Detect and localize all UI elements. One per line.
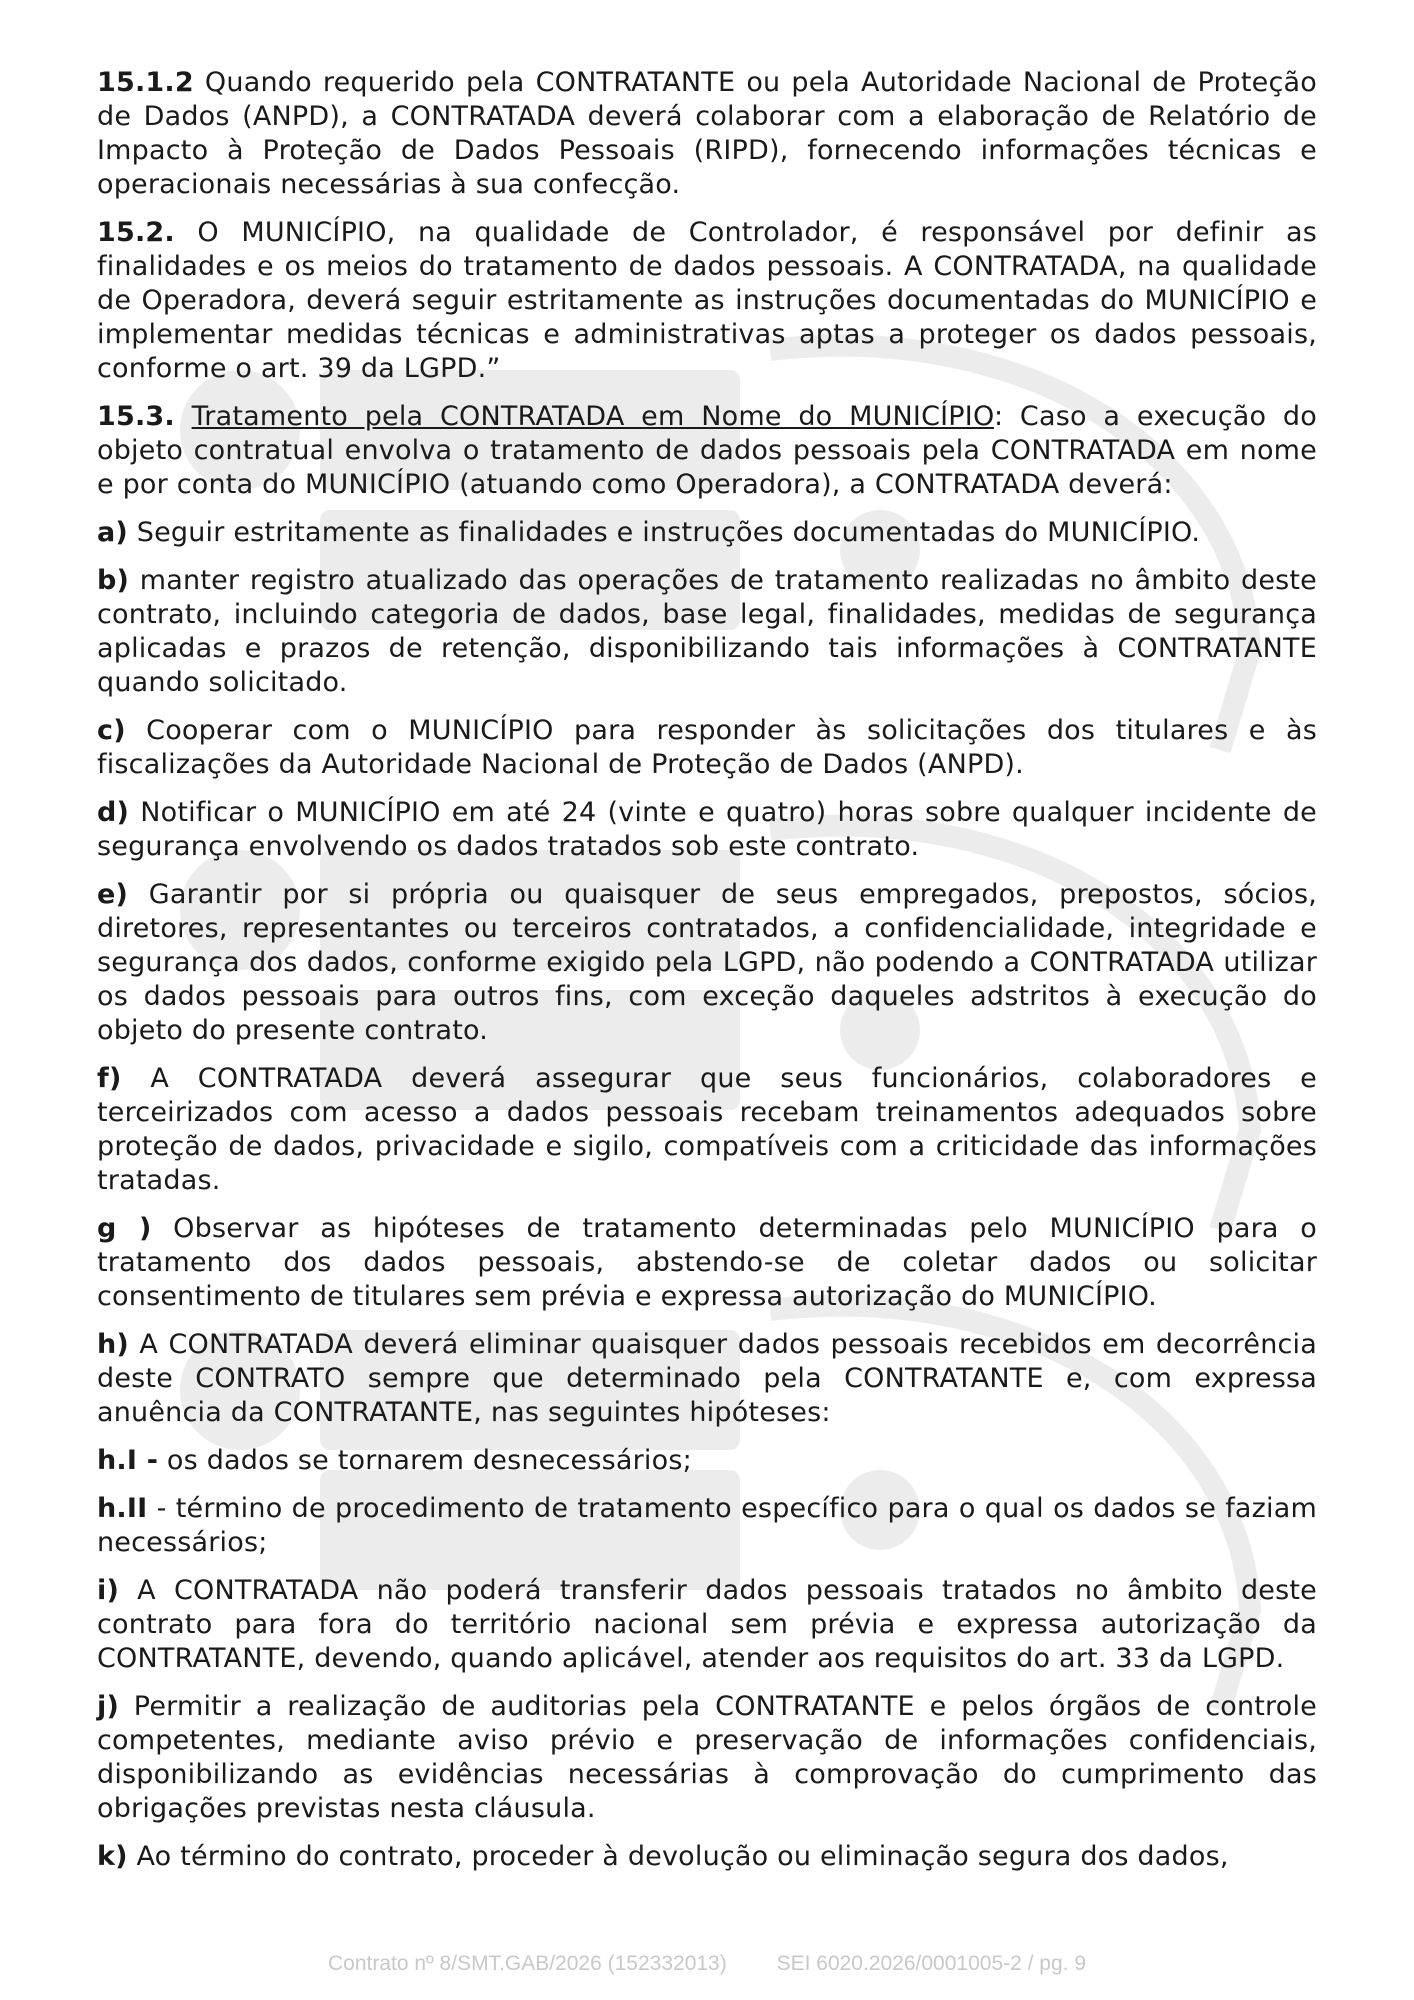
- clause-text: Quando requerido pela CONTRATANTE ou pela Autoridade Nacional de Proteção de Dados (ANPD), a CONTRATADA deverá colaborar com a elaboração de Relatório de Impacto à Proteção de Dados Pessoais (RIPD), fornecendo informações técnicas e operacionais necessárias à sua confecção.: [97, 67, 1317, 200]
- clause-number: g ): [97, 1213, 152, 1244]
- clause-text: A CONTRATADA deverá assegurar que seus funcionários, colaboradores e terceirizados com acesso a dados pessoais recebam treinamentos adequados sobre proteção de dados, privacidade e sigilo, compatíveis com a criticidade das informações tratadas.: [97, 1063, 1317, 1196]
- clause-b: [97, 564, 1317, 700]
- clause-h-II: [97, 1492, 1317, 1560]
- clause-h-I: [97, 1444, 1317, 1478]
- clause-j: [97, 1690, 1317, 1826]
- clause-number: 15.3.: [97, 401, 175, 432]
- clause-number: i): [97, 1575, 119, 1606]
- clause-text: Cooperar com o MUNICÍPIO para responder às solicitações dos titulares e às fiscalizações da Autoridade Nacional de Proteção de Dados (ANPD).: [97, 715, 1317, 780]
- clause-number: 15.1.2: [97, 67, 194, 98]
- clause-heading: Tratamento pela CONTRATADA em Nome do MUNICÍPIO: [191, 401, 994, 432]
- clause-number: h): [97, 1329, 129, 1360]
- clause-number: c): [97, 715, 126, 746]
- clause-text: manter registro atualizado das operações de tratamento realizadas no âmbito deste contrato, incluindo categoria de dados, base legal, finalidades, medidas de segurança aplicadas e prazos de retenção, disponibilizando tais informações à CONTRATANTE quando solicitado.: [97, 565, 1317, 698]
- clause-e: [97, 878, 1317, 1048]
- clause-text: O MUNICÍPIO, na qualidade de Controlador, é responsável por definir as finalidades e os meios do tratamento de dados pessoais. A CONTRATADA, na qualidade de Operadora, deverá seguir estritamente as instruções documentadas do MUNICÍPIO e implementar medidas técnicas e administrativas aptas a proteger os dados pessoais, conforme o art. 39 da LGPD.”: [97, 217, 1317, 384]
- document-body: [97, 66, 1317, 1888]
- clause-text: - término de procedimento de tratamento específico para o qual os dados se faziam necessários;: [97, 1493, 1317, 1558]
- clause-number: h.I -: [97, 1445, 159, 1476]
- clause-text: Notificar o MUNICÍPIO em até 24 (vinte e quatro) horas sobre qualquer incidente de segurança envolvendo os dados tratados sob este contrato.: [97, 797, 1317, 862]
- clause-text: os dados se tornarem desnecessários;: [158, 1445, 692, 1476]
- clause-text: A CONTRATADA não poderá transferir dados pessoais tratados no âmbito deste contrato para fora do território nacional sem prévia e expressa autorização da CONTRATANTE, devendo, quando aplicável, atender aos requisitos do art. 33 da LGPD.: [97, 1575, 1317, 1674]
- clause-number: f): [97, 1063, 122, 1094]
- clause-d: [97, 796, 1317, 864]
- clause-f: [97, 1062, 1317, 1198]
- clause-number: b): [97, 565, 130, 596]
- clause-text: Permitir a realização de auditorias pela CONTRATANTE e pelos órgãos de controle competentes, mediante aviso prévio e preservação de informações confidenciais, disponibilizando as evidências necessárias à comprovação do cumprimento das obrigações previstas nesta cláusula.: [97, 1691, 1317, 1824]
- clause-g: [97, 1212, 1317, 1314]
- clause-k: [97, 1840, 1317, 1874]
- clause-15-3: [97, 400, 1317, 502]
- clause-text: Garantir por si própria ou quaisquer de seus empregados, prepostos, sócios, diretores, representantes ou terceiros contratados, a confidencialidade, integridade e segurança dos dados, conforme exigido pela LGPD, não podendo a CONTRATADA utilizar os dados pessoais para outros fins, com exceção daqueles adstritos à execução do objeto do presente contrato.: [97, 879, 1317, 1046]
- clause-15-2: [97, 216, 1317, 386]
- clause-number: a): [97, 517, 128, 548]
- clause-number: k): [97, 1841, 128, 1872]
- clause-number: 15.2.: [97, 217, 175, 248]
- clause-h: [97, 1328, 1317, 1430]
- clause-a: [97, 516, 1317, 550]
- clause-15-1-2: [97, 66, 1317, 202]
- footer-contract-number: Contrato nº 8/SMT.GAB/2026 (152332013): [327, 1952, 727, 1975]
- clause-text: Observar as hipóteses de tratamento determinadas pelo MUNICÍPIO para o tratamento dos dados pessoais, abstendo-se de coletar dados ou solicitar consentimento de titulares sem prévia e expressa autorização do MUNICÍPIO.: [97, 1213, 1317, 1312]
- footer-sei-page: SEI 6020.2026/0001005-2 / pg. 9: [776, 1952, 1086, 1975]
- clause-i: [97, 1574, 1317, 1676]
- clause-c: [97, 714, 1317, 782]
- clause-number: h.II: [97, 1493, 148, 1524]
- clause-number: d): [97, 797, 130, 828]
- clause-number: j): [97, 1691, 119, 1722]
- page-footer: [0, 1952, 1414, 1976]
- clause-number: e): [97, 879, 129, 910]
- clause-text: Seguir estritamente as finalidades e instruções documentadas do MUNICÍPIO.: [127, 517, 1201, 548]
- clause-text: Ao término do contrato, proceder à devolução ou eliminação segura dos dados,: [127, 1841, 1229, 1872]
- clause-text: : Caso a execução do objeto contratual envolva o tratamento de dados pessoais pela CONTRATADA em nome e por conta do MUNICÍPIO (atuando como Operadora), a CONTRATADA deverá:: [97, 401, 1317, 500]
- clause-text: A CONTRATADA deverá eliminar quaisquer dados pessoais recebidos em decorrência deste CONTRATO sempre que determinado pela CONTRATANTE e, com expressa anuência da CONTRATANTE, nas seguintes hipóteses:: [97, 1329, 1317, 1428]
